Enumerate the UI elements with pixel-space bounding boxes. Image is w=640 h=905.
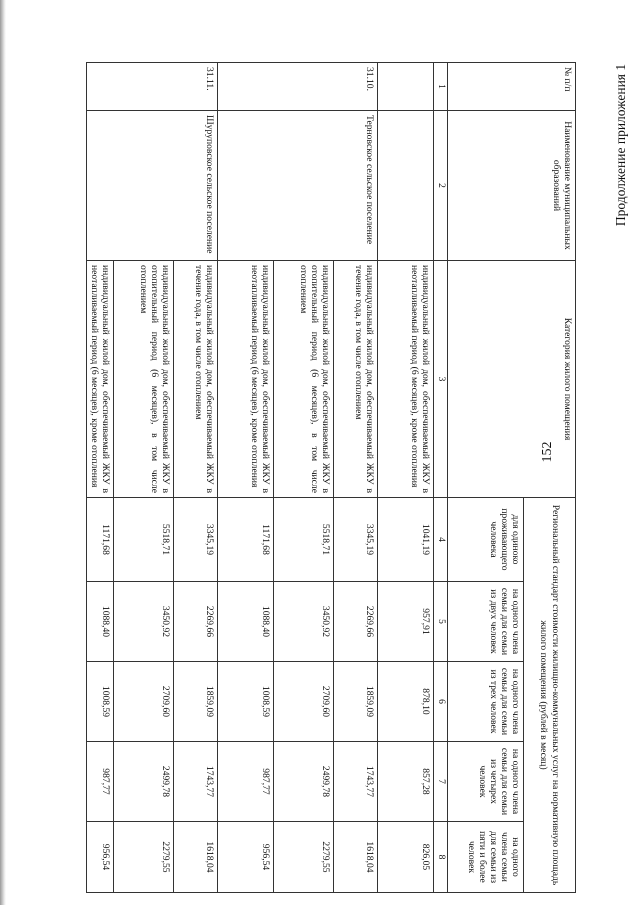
continuation-title: Продолжение приложения 1 [613, 63, 628, 227]
housing-standard-table [86, 62, 576, 893]
header-category: Категория жилого помещения [448, 261, 576, 498]
column-number: 1 [434, 63, 448, 111]
value-cell: 2279,55 [274, 822, 334, 893]
column-number: 8 [434, 822, 448, 893]
value-cell: 857,28 [378, 742, 434, 822]
row-number: 31.11. [174, 63, 218, 111]
value-cell: 1171,68 [218, 498, 274, 582]
value-cell: 1171,68 [87, 498, 114, 582]
table-row [334, 63, 378, 893]
scan-edge-shadow [0, 0, 6, 905]
row-number [87, 63, 114, 111]
value-cell: 1088,40 [87, 582, 114, 662]
value-cell: 956,54 [87, 822, 114, 893]
value-cell: 2499,78 [274, 742, 334, 822]
municipality-name [218, 111, 274, 261]
housing-category: индивидуальный жилой дом, обеспечиваемый ЖКУ в неотапливаемый период (6 месяцев), кроме отопления [378, 261, 434, 498]
municipality-name [274, 111, 334, 261]
housing-category: индивидуальный жилой дом, обеспечиваемый ЖКУ в неотапливаемый период (6 месяцев), кроме отопления [218, 261, 274, 498]
table-row [218, 63, 274, 893]
column-number: 6 [434, 662, 448, 742]
housing-category: индивидуальный жилой дом, обеспечиваемый ЖКУ в отопительный период (6 месяцев), в том числе отоплением [274, 261, 334, 498]
value-cell: 3450,92 [114, 582, 174, 662]
value-cell: 3450,92 [274, 582, 334, 662]
value-cell: 2499,78 [114, 742, 174, 822]
value-cell: 956,54 [218, 822, 274, 893]
column-number: 7 [434, 742, 448, 822]
row-number: 31.10. [334, 63, 378, 111]
table-body [87, 63, 434, 893]
value-cell: 878,10 [378, 662, 434, 742]
value-cell: 1618,04 [334, 822, 378, 893]
header-sub-3: на одного члена семьи для семьи из трех человек [448, 662, 524, 742]
housing-category: индивидуальный жилой дом, обеспечиваемый ЖКУ в течение года, в том числе отоплением [334, 261, 378, 498]
value-cell: 1088,40 [218, 582, 274, 662]
value-cell: 1008,59 [218, 662, 274, 742]
table-row [378, 63, 434, 893]
value-cell: 987,77 [218, 742, 274, 822]
municipality-name [378, 111, 434, 261]
value-cell: 3345,19 [174, 498, 218, 582]
municipality-name [114, 111, 174, 261]
value-cell: 987,77 [87, 742, 114, 822]
row-number [218, 63, 274, 111]
value-cell: 957,91 [378, 582, 434, 662]
header-sub-1: для одиноко проживающего человека [448, 498, 524, 582]
value-cell: 2709,60 [274, 662, 334, 742]
value-cell: 1859,09 [334, 662, 378, 742]
table-header [434, 63, 576, 893]
table-row [87, 63, 114, 893]
value-cell: 5518,71 [274, 498, 334, 582]
row-number [378, 63, 434, 111]
housing-category: индивидуальный жилой дом, обеспечиваемый ЖКУ в неотапливаемый период (6 месяцев), кроме отопления [87, 261, 114, 498]
column-number: 2 [434, 111, 448, 261]
value-cell: 1008,59 [87, 662, 114, 742]
value-cell: 1041,19 [378, 498, 434, 582]
value-cell: 1859,09 [174, 662, 218, 742]
value-cell: 3345,19 [334, 498, 378, 582]
value-cell: 5518,71 [114, 498, 174, 582]
value-cell: 1743,77 [334, 742, 378, 822]
value-cell: 1618,04 [174, 822, 218, 893]
row-number [114, 63, 174, 111]
table-row [174, 63, 218, 893]
header-standard: Региональный стандарт стоимости жилищно-коммунальных услуг на нормативную площадь жилого помещения (рублей в месяц) [524, 498, 576, 893]
value-cell: 1743,77 [174, 742, 218, 822]
header-name: Наименование муниципальных образований [448, 111, 576, 261]
header-sub-5: на одного члена семьи для семьи из пяти и более человек [448, 822, 524, 893]
header-sub-2: на одного члена семьи для семьи из двух человек [448, 582, 524, 662]
value-cell: 2269,66 [174, 582, 218, 662]
page-number: 152 [540, 441, 555, 463]
municipality-name [87, 111, 114, 261]
value-cell: 2279,55 [114, 822, 174, 893]
municipality-name: Терновское сельское поселение [334, 111, 378, 261]
column-number: 5 [434, 582, 448, 662]
table-row [274, 63, 334, 893]
table-row [114, 63, 174, 893]
column-number: 3 [434, 261, 448, 498]
row-number [274, 63, 334, 111]
column-number-row [434, 63, 448, 893]
value-cell: 2269,66 [334, 582, 378, 662]
value-cell: 826,05 [378, 822, 434, 893]
header-sub-4: на одного члена семьи для семьи из четырех человек [448, 742, 524, 822]
header-num: № п/п [448, 63, 576, 111]
column-number: 4 [434, 498, 448, 582]
rotated-table-wrapper [89, 62, 576, 892]
value-cell: 2709,60 [114, 662, 174, 742]
municipality-name: Шуруповское сельское поселение [174, 111, 218, 261]
housing-category: индивидуальный жилой дом, обеспечиваемый ЖКУ в течение года, в том числе отоплением [174, 261, 218, 498]
housing-category: индивидуальный жилой дом, обеспечиваемый ЖКУ в отопительный период (6 месяцев), в том числе отоплением [114, 261, 174, 498]
